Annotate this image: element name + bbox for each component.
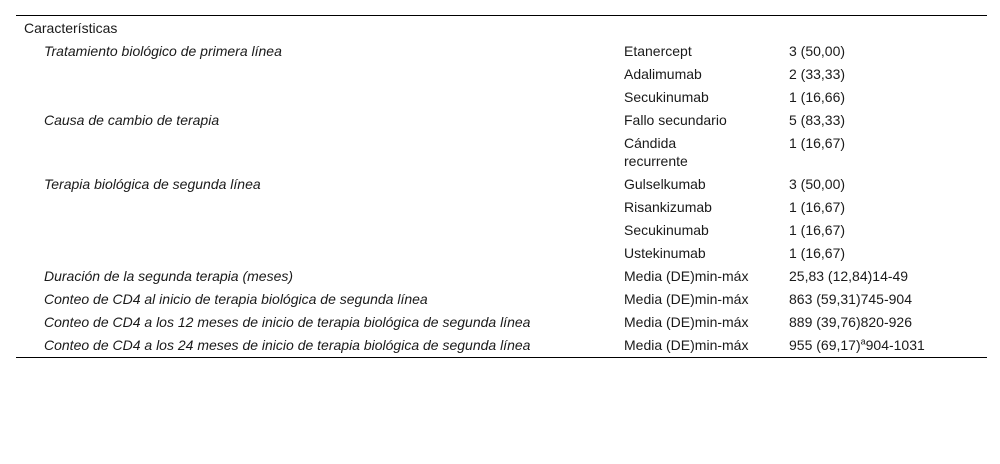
row-stat: 1 (16,67) [789,135,846,151]
table-header: Características [24,20,118,36]
row-stat: 25,83 (12,84)14-49 [789,268,909,284]
row-value: Fallo secundario [624,112,727,128]
row-stat: 2 (33,33) [789,66,846,82]
row-stat: 1 (16,67) [789,245,846,261]
row-label: Conteo de CD4 al inicio de terapia biológica de segunda línea [44,291,428,307]
table-row [16,86,987,109]
footnote-marker: a [860,336,866,347]
row-label: Causa de cambio de terapia [44,112,220,128]
row-label [16,196,616,219]
row-label: Conteo de CD4 a los 12 meses de inicio de terapia biológica de segunda línea [44,314,531,330]
table-row [16,219,987,242]
row-label: Conteo de CD4 a los 24 meses de inicio de terapia biológica de segunda línea [44,337,531,353]
row-value: Gulselkumab [624,176,706,192]
row-stat: 1 (16,66) [789,89,846,105]
row-stat: 5 (83,33) [789,112,846,128]
table-row [16,40,987,63]
row-stat: 3 (50,00) [789,176,846,192]
row-stat-range: 904-1031 [865,337,925,353]
row-label [16,219,616,242]
table-row [16,334,987,357]
table-row [16,109,987,132]
row-label [16,86,616,109]
row-stat: 863 (59,31)745-904 [789,291,912,307]
characteristics-table [16,15,987,358]
row-value: Media (DE)min-máx [624,337,749,353]
row-stat: 889 (39,76)820-926 [789,314,912,330]
row-value: Risankizumab [624,199,712,215]
row-label: Terapia biológica de segunda línea [44,176,261,192]
table-header-row [16,16,987,40]
row-stat: 1 (16,67) [789,199,846,215]
row-label [16,132,616,173]
row-value: Media (DE)min-máx [624,268,749,284]
table-row [16,265,987,288]
table-row [16,288,987,311]
row-value: Adalimumab [624,66,702,82]
table-row [16,196,987,219]
row-value: Cándida recurrente [624,135,688,169]
table-row [16,173,987,196]
table-row [16,311,987,334]
table-row [16,63,987,86]
table [16,16,987,357]
row-value: Secukinumab [624,89,709,105]
row-label: Tratamiento biológico de primera línea [44,43,282,59]
row-label [16,242,616,265]
row-value: Ustekinumab [624,245,706,261]
row-stat: 1 (16,67) [789,222,846,238]
row-label: Duración de la segunda terapia (meses) [44,268,294,284]
row-value: Etanercept [624,43,692,59]
row-value: Media (DE)min-máx [624,314,749,330]
row-label [16,63,616,86]
row-stat-main: 955 (69,17) [789,337,861,353]
row-value: Media (DE)min-máx [624,291,749,307]
row-stat [782,334,987,357]
table-row [16,242,987,265]
table-row [16,132,987,173]
row-value: Secukinumab [624,222,709,238]
row-stat: 3 (50,00) [789,43,846,59]
